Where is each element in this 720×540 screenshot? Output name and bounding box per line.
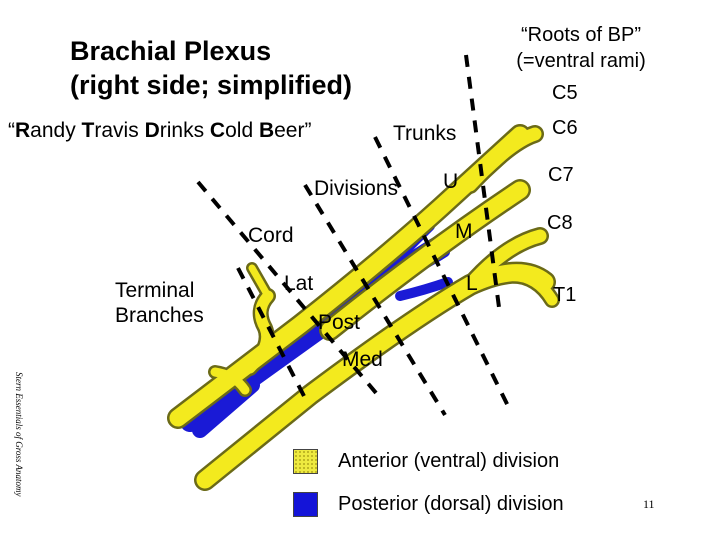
mnemonic-cap-r: R [15,119,31,142]
label-trunks: Trunks [393,122,457,145]
label-lateral-cord: Lat [284,272,314,295]
label-terminal-branches [115,278,204,328]
legend-label-anterior: Anterior (ventral) division [338,450,560,472]
label-root-c5: C5 [552,82,578,104]
label-root-t1: T1 [553,284,577,306]
label-posterior-cord: Post [318,311,361,334]
mnemonic-cap-c: C [209,119,226,142]
page-number: 11 [643,497,655,511]
mnemonic-cap-b: B [258,119,275,142]
label-cord: Cord [248,224,294,247]
legend-swatch-posterior [293,492,318,517]
label-root-c6: C6 [552,117,578,139]
mnemonic-word-4: old [225,119,259,142]
label-medial-cord: Med [342,348,383,371]
label-divisions: Divisions [314,177,399,200]
label-root-c8: C8 [547,212,573,234]
title-line-1: Brachial Plexus [70,36,272,66]
label-upper-trunk: U [443,170,459,193]
legend-swatch-anterior [293,449,318,474]
label-root-c7: C7 [548,164,574,186]
mnemonic-word-2: ravis [94,119,145,142]
legend-label-posterior: Posterior (dorsal) division [338,493,564,515]
image-credit: Stern Essentials of Gross Anatomy [14,372,24,497]
roots-note-line-1: “Roots of BP” [520,24,642,46]
legend-posterior [293,492,564,517]
title-line-2: (right side; simplified) [70,70,353,100]
mnemonic-cap-t: T [81,119,95,142]
mnemonic-word-1: andy [30,119,82,142]
label-terminal-line-1: Terminal [115,279,195,302]
mnemonic-cap-d: D [144,119,160,142]
legend-anterior [293,449,559,474]
label-middle-trunk: M [455,220,473,243]
label-lower-trunk: L [466,272,478,295]
mnemonic-word-5: eer” [274,119,312,142]
mnemonic-word-3: rinks [159,119,210,142]
label-terminal-line-2: Branches [115,304,204,327]
roots-note-line-2: (=ventral rami) [516,50,646,72]
mnemonic-open-quote: “ [8,119,15,142]
